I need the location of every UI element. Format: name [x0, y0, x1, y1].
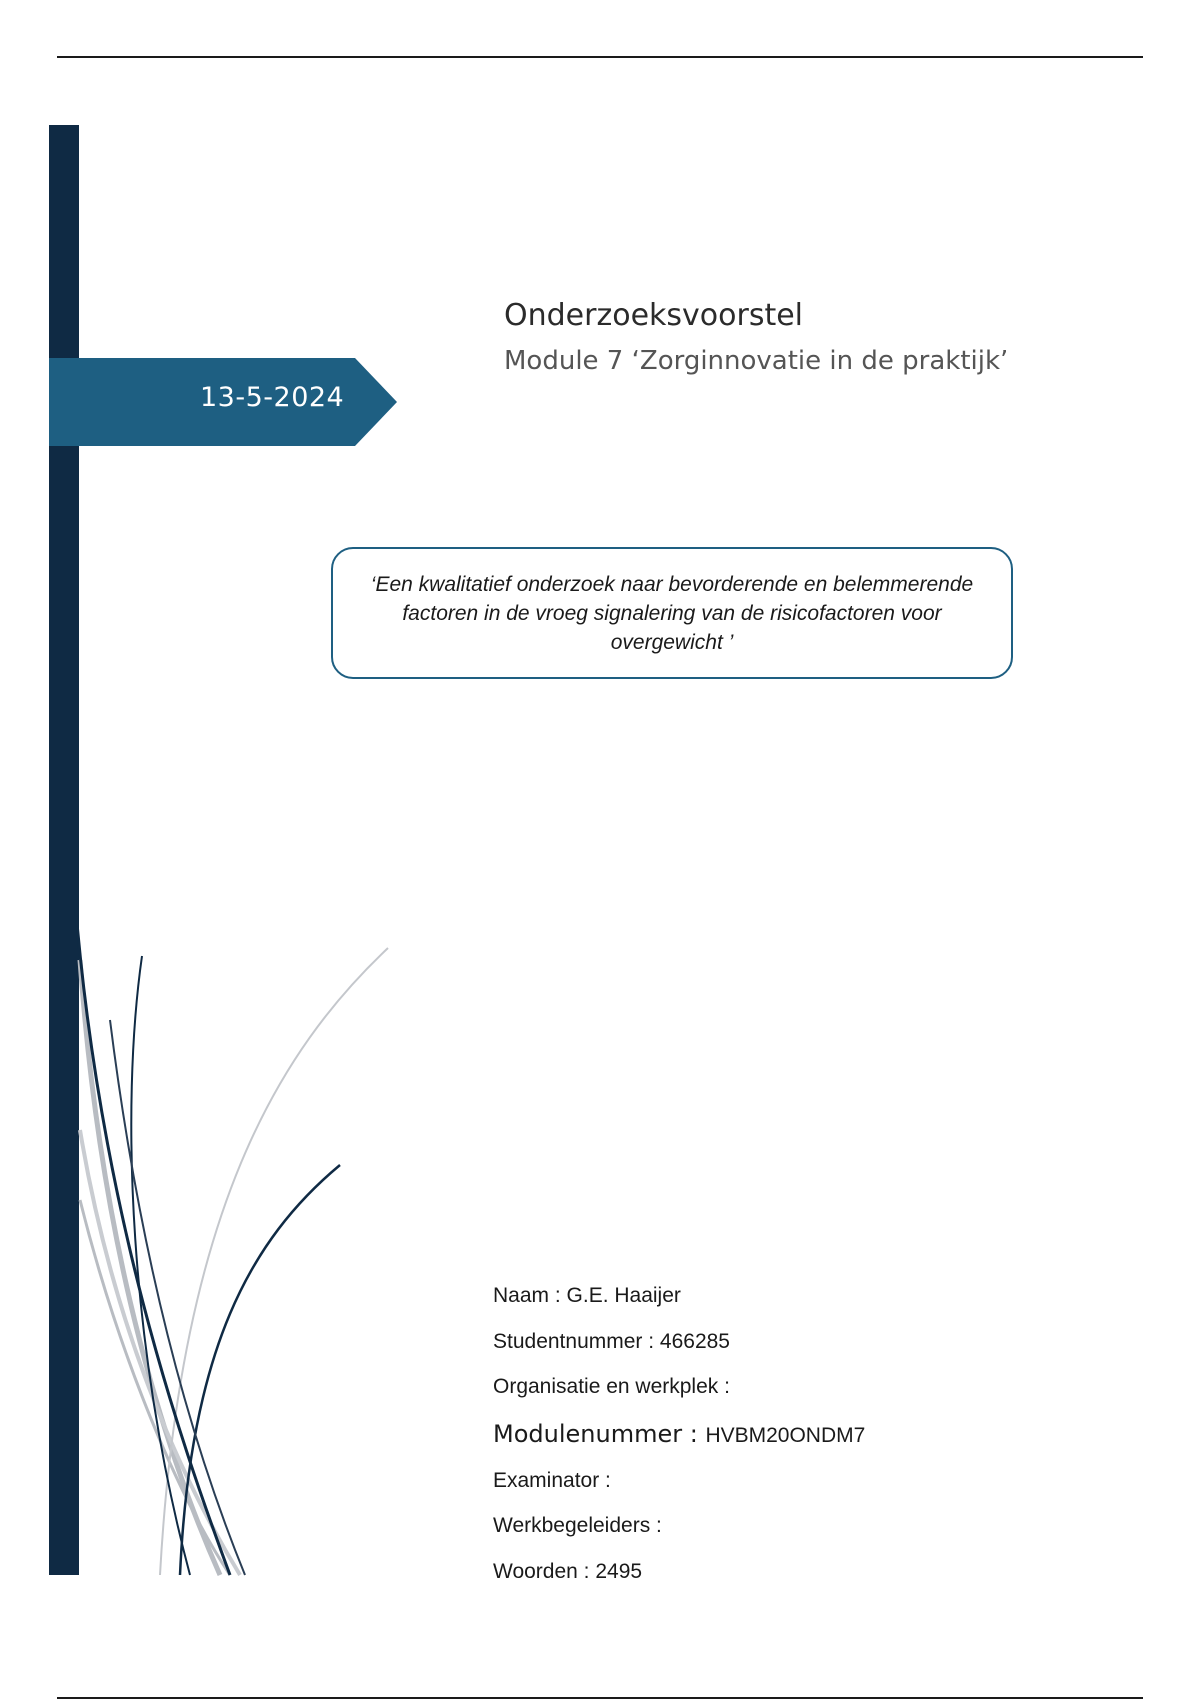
- top-rule: [57, 56, 1143, 58]
- document-title: Onderzoeksvoorstel: [504, 298, 804, 333]
- organisatie-line: Organisatie en werkplek :: [493, 1375, 730, 1398]
- naam-line: Naam : G.E. Haaijer: [493, 1284, 681, 1307]
- examinator-line: Examinator :: [493, 1469, 611, 1492]
- werkbegeleiders-line: Werkbegeleiders :: [493, 1514, 662, 1537]
- quote-text: ‘Een kwalitatief onderzoek naar bevorderende en belemmerende factoren in de vroeg signalering van de risicofactoren voor overgewicht ’: [370, 572, 974, 654]
- bottom-rule: [57, 1697, 1143, 1699]
- modulenummer-label: Modulenummer :: [493, 1420, 706, 1448]
- studentnummer-line: Studentnummer : 466285: [493, 1330, 730, 1353]
- modulenummer-line: [493, 1420, 865, 1448]
- document-subtitle: Module 7 ‘Zorginnovatie in de praktijk’: [504, 346, 1009, 376]
- modulenummer-value: HVBM20ONDM7: [705, 1424, 866, 1447]
- quote-box: [331, 547, 1013, 679]
- date-label: 13-5-2024: [200, 382, 345, 413]
- woorden-line: Woorden : 2495: [493, 1560, 643, 1583]
- decorative-swirls: [70, 880, 400, 1580]
